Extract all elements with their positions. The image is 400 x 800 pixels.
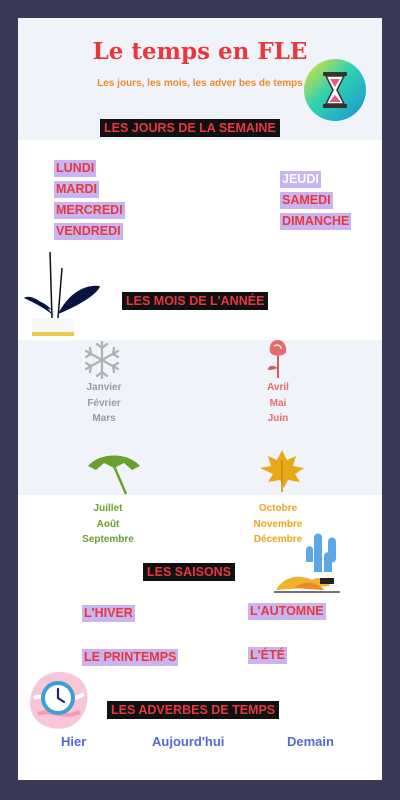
day-label: MARDI bbox=[56, 182, 97, 196]
month-label: Juin bbox=[267, 413, 289, 424]
adverb-label: Hier bbox=[61, 734, 87, 749]
winter-months bbox=[49, 380, 159, 427]
month-label: Novembre bbox=[253, 518, 303, 530]
season-label: LE PRINTEMPS bbox=[84, 650, 177, 664]
days-heading: LES JOURS DE LA SEMAINE bbox=[100, 119, 280, 137]
months-heading: LES MOIS DE L'ANNÉE bbox=[122, 292, 268, 310]
season-item bbox=[82, 648, 178, 666]
month-label: Janvier bbox=[86, 382, 122, 393]
season-label: L'ÉTÉ bbox=[250, 648, 285, 662]
month-label: Juillet bbox=[93, 503, 123, 514]
day-label: DIMANCHE bbox=[282, 214, 350, 228]
day-label: MERCREDI bbox=[56, 203, 123, 217]
month-label: Octobre bbox=[258, 503, 298, 514]
month-label: Mars bbox=[92, 413, 116, 424]
season-label: L'AUTOMNE bbox=[250, 604, 324, 618]
cactus-icon bbox=[274, 528, 354, 596]
snowflake-icon bbox=[82, 340, 122, 380]
day-label: LUNDI bbox=[56, 161, 95, 175]
hourglass-icon bbox=[304, 59, 366, 121]
day-label: VENDREDI bbox=[56, 224, 121, 238]
season-label: L'HIVER bbox=[84, 606, 133, 620]
month-label: Août bbox=[96, 518, 120, 530]
month-label: Décembre bbox=[253, 534, 303, 545]
adverb-label: Aujourd'hui bbox=[152, 734, 225, 749]
page-subtitle: Les jours, les mois, les adver bes de temps bbox=[97, 78, 303, 89]
season-item bbox=[82, 604, 135, 622]
summer-months bbox=[53, 501, 163, 548]
leaf-icon bbox=[258, 446, 306, 494]
page-title: Le temps en FLE bbox=[92, 38, 308, 65]
spring-months bbox=[223, 380, 333, 427]
month-label: Septembre bbox=[82, 534, 134, 545]
month-label: Avril bbox=[267, 382, 289, 393]
month-label: Mai bbox=[269, 397, 287, 409]
adverb-label: Demain bbox=[287, 734, 334, 749]
umbrella-icon bbox=[86, 452, 142, 496]
month-label: Février bbox=[87, 397, 121, 409]
days-right-list bbox=[280, 170, 351, 233]
seasons-heading: LES SAISONS bbox=[143, 563, 235, 581]
adverbs-heading: LES ADVERBES DE TEMPS bbox=[107, 701, 279, 719]
infographic-card bbox=[18, 18, 382, 780]
season-item bbox=[248, 602, 326, 620]
plant-icon bbox=[24, 250, 104, 338]
clock-icon bbox=[26, 668, 90, 730]
days-left-list bbox=[54, 159, 125, 243]
day-label: SAMEDI bbox=[282, 193, 331, 207]
rose-icon bbox=[264, 338, 292, 380]
season-item bbox=[248, 646, 287, 664]
day-label: JEUDI bbox=[282, 172, 319, 186]
